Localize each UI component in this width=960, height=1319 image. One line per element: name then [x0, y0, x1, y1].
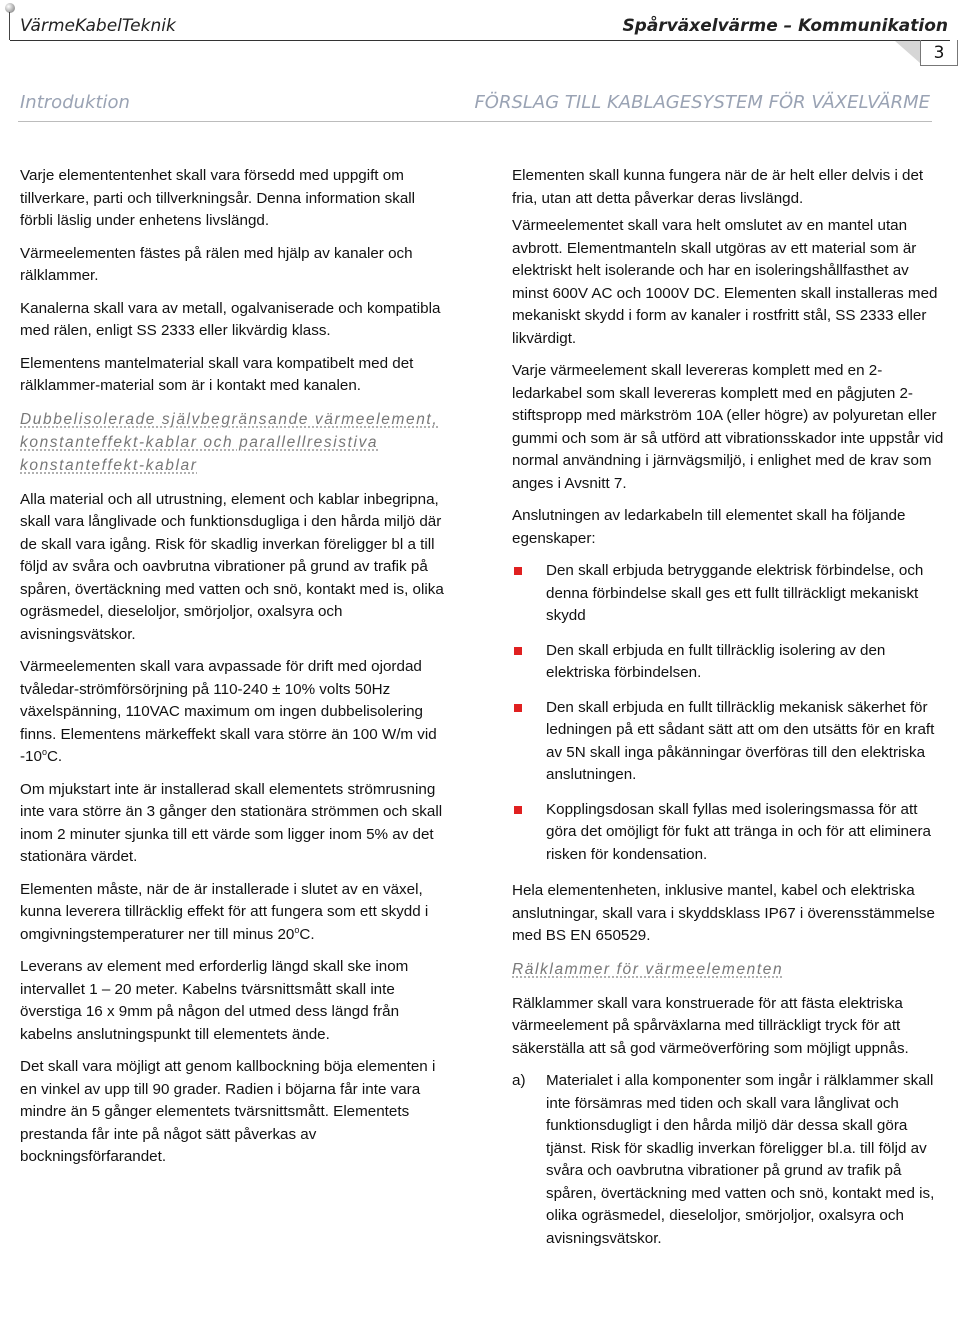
paragraph: Värmeelementen fästes på rälen med hjälp av kanaler och rälklammer. — [20, 244, 413, 284]
paragraph: Elementen skall kunna fungera när de är helt eller delvis i det fria, utan att detta påverkar deras livslängd. — [512, 167, 924, 207]
paragraph: Kanalerna skall vara av metall, ogalvaniserade och kompatibla med rälen, enligt SS 2333 eller likvärdig klass. — [20, 299, 441, 339]
paragraph: Varje värmeelement skall levereras komplett med en 2-ledarkabel som skall levereras komplett med en pågjuten 2-stiftspropp med märkström 10A (eller högre) av polyuretan eller gummi och som är så utförd att vibrationsskador inte uppstår vid normal användning i järnvägsmiljö, i enlighet med de krav som anges i Avsnitt 7. — [512, 362, 944, 492]
section-heading: Rälklammer för värmeelementen — [512, 960, 784, 978]
list-item: Den skall erbjuda en fullt tillräcklig mekanisk säkerhet för ledningen på ett sådant sätt att om den utsätts för en kraft av 5N skall inga påkänningar överföras till den elektriska anslutningen. — [512, 697, 944, 787]
paragraph: Varje elemententenhet skall vara försedd med uppgift om tillverkare, parti och tillverkningsår. Denna information skall förbli läslig under enhetens livslängd. — [20, 167, 416, 229]
paragraph: Om mjukstart inte är installerad skall elementets strömrusning inte vara större än 3 gånger den stationära strömmen och skall inom 2 minuter sjunka till ett värde som ligger inom 5% av det stationära värdet. — [20, 780, 443, 865]
paragraph-text: C. — [46, 748, 63, 765]
section-heading: Dubbelisolerade självbegränsande värmeelement, konstanteffekt-kablar och parallellresistiva konstanteffekt-kablar — [20, 410, 439, 474]
corner-line — [9, 12, 10, 40]
left-column — [20, 165, 448, 1179]
document-title: FÖRSLAG TILL KABLAGESYSTEM FÖR VÄXELVÄRME — [474, 92, 930, 113]
page-fold-icon — [895, 41, 920, 63]
list-item — [512, 1070, 944, 1250]
paragraph: Leverans av element med erforderlig längd skall ske inom intervallet 1 – 20 meter. Kabelns tvärsnittsmått skall inte överstiga 16 x 9mm på någon del utmed dess längd från kabelns anslutningspunkt till elementets ände. — [20, 958, 409, 1043]
degree-sign: o — [41, 747, 47, 757]
paragraph: Anslutningen av ledarkabeln till elementet skall ha följande egenskaper: — [512, 507, 906, 547]
paragraph-voltage — [20, 656, 448, 769]
paragraph-text: C. — [299, 925, 315, 943]
degree-sign: o — [294, 924, 300, 935]
list-item-text: Materialet i alla komponenter som ingår i rälklammer skall inte försämras med tiden och skall vara långlivat och funktionsdugligt i den hårda miljö där dessa skall göra tjänst. Risk för skadlig inverkan föreligger bl.a. till följd av svåra och oavbrutna vibrationer på grund av trafik på spåren, övertäckning med vatten och snö, kontakt med is, olika ogräsmedel, dieseloljor, smörjoljor, oxalsyra och avisningsvätskor. — [546, 1072, 935, 1247]
right-column — [512, 165, 944, 1250]
list-item: Kopplingsdosan skall fyllas med isoleringsmassa för att göra det omöjligt för fukt att tränga in och för att eliminera risken för kondensation. — [512, 799, 944, 867]
paragraph: Värmeelementet skall vara helt omslutet av en mantel utan avbrott. Elementmanteln skall utgöras av ett material som är elektriskt helt isolerande och har en isoleringshållfasthet av minst 600V AC och 1000V DC. Elementen skall installeras med mekaniskt skydd i form av kanaler i rostfritt stål, SS 2333 eller likvärdigt. — [512, 217, 938, 347]
header-document-label: Spårväxelvärme – Kommunikation — [622, 16, 948, 36]
lettered-list — [512, 1070, 944, 1250]
list-item: Den skall erbjuda en fullt tillräcklig isolering av den elektriska förbindelsen. — [512, 640, 944, 685]
header-rule — [10, 40, 950, 41]
paragraph: Elementens mantelmaterial skall vara kompatibelt med det rälklammer-material som är i kontakt med kanalen. — [20, 354, 414, 394]
list-item: Den skall erbjuda betryggande elektrisk förbindelse, och denna förbindelse skall ges ett fullt tillräckligt mekaniskt skydd — [512, 560, 944, 628]
page-number: 3 — [920, 40, 958, 66]
paragraph-temperature — [20, 879, 448, 947]
list-marker: a) — [512, 1072, 526, 1089]
subheader-rule — [18, 121, 932, 122]
section-title: Introduktion — [20, 92, 130, 113]
corner-tab-icon — [5, 3, 15, 13]
bullet-list — [512, 560, 944, 866]
paragraph-text: Elementen måste, när de är installerade i slutet av en växel, kunna leverera tillräcklig effekt för att fungera som ett skydd i omgivningstemperaturer ner till minus 20 — [20, 880, 429, 943]
paragraph-text: Värmeelementen skall vara avpassade för drift med ojordad tvåledar-strömförsörjning på 110-240 ± 10% volts 50Hz växelspänning, 110VAC maximum om ingen dubbelisolering finns. Elementens märkeffekt skall vara större än 100 W/m vid -10 — [20, 658, 437, 765]
paragraph: Rälklammer skall vara konstruerade för att fästa elektriska värmeelement på spårväxlarna med tillräckligt tryck för att säkerställa att så god värmeöverföring som möjligt uppnås. — [512, 994, 909, 1057]
paragraph: Det skall vara möjligt att genom kallbockning böja elementen i en vinkel av upp till 90 grader. Radien i böjarna får inte vara mindre än 5 gånger elementets tvärsnittsmått. Elementets prestanda får inte på något sätt påverkas av bockningsförfarandet. — [20, 1058, 436, 1165]
paragraph: Alla material och all utrustning, element och kablar inbegripna, skall vara långlivade och funktionsdugliga i den hårda miljö där de skall vara igång. Risk för skadlig inverkan föreligger bl a till följd av svåra och oavbrutna vibrationer på grund av trafik på spåren, övertäckning med vatten och snö, kontakt med is, olika ogräsmedel, dieseloljor, smörjoljor, oxalsyra och avisningsvätskor. — [20, 490, 444, 643]
paragraph: Hela elementenheten, inklusive mantel, kabel och elektriska anslutningar, skall vara i skyddsklass IP67 i överensstämmelse med BS EN 650529. — [512, 882, 935, 944]
header-company: VärmeKabelTeknik — [20, 16, 176, 36]
